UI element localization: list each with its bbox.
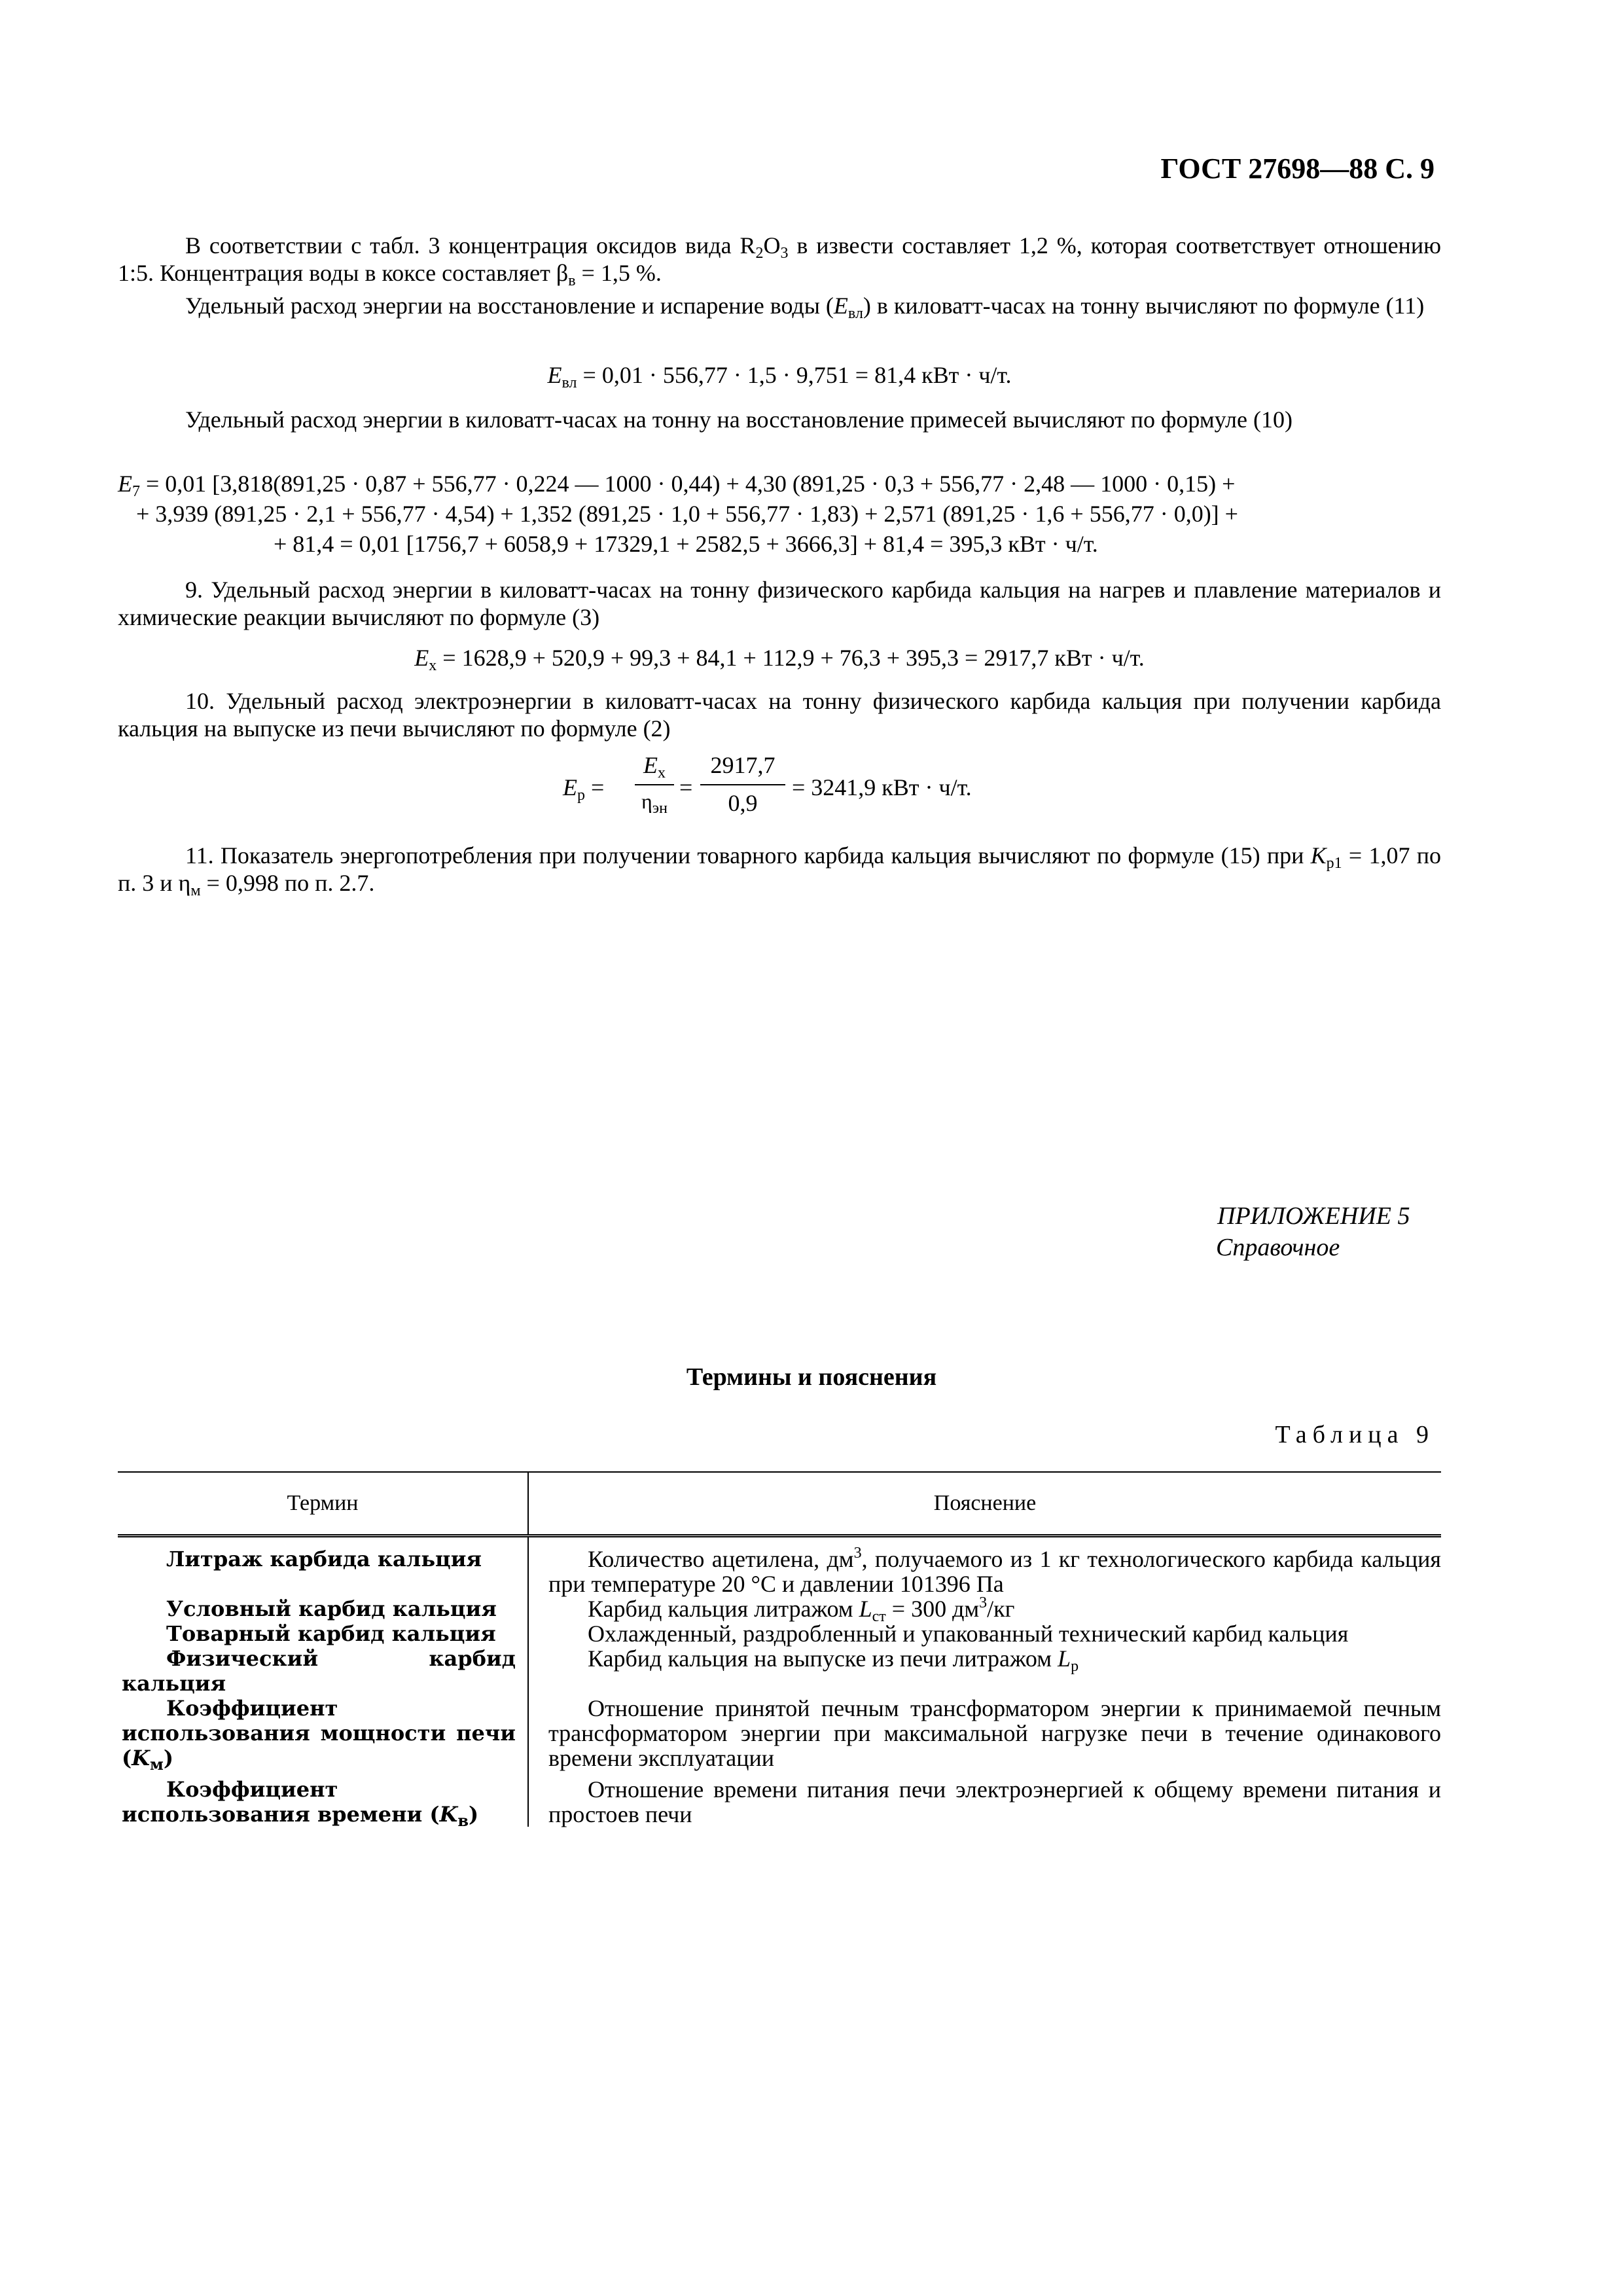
terms-table bbox=[118, 1471, 1441, 1830]
table-row bbox=[118, 1596, 1441, 1621]
paragraph-11: 11. Показатель энергопотребления при получении товарного карбида кальция вычисляют по формуле (15) при $K_{р1} = 1,07$ по п. 3 и $\eta_м = 0,998$ по п. 2.7. bbox=[118, 842, 1441, 899]
table-row bbox=[118, 1536, 1441, 1597]
table-row bbox=[118, 1696, 1441, 1770]
term-cell: Литраж карбида кальция bbox=[118, 1536, 528, 1597]
formula-10-line-3: + 81,4 = 0,01 [1756,7 + 6058,9 + 17329,1 + 2582,5 + 3666,3] + 81,4 = 395,3 кВт · ч/т. bbox=[274, 531, 1098, 557]
column-header-term: Термин bbox=[118, 1472, 528, 1536]
appendix-title: ПРИЛОЖЕНИЕ 5 bbox=[1217, 1202, 1410, 1230]
explanation-cell: Количество ацетилена, $дм^3$, получаемого из 1 кг технологического карбида кальция при температуре 20 °С и давлении 101396 Па bbox=[548, 1545, 1441, 1597]
paragraph-1: В соответствии с табл. 3 концентрация оксидов вида $R_2O_3$ в извести составляет 1,2 %, которая соответствует отношению 1:5. Концентрация воды в коксе составляет $\beta_в = 1,5$ %. bbox=[118, 232, 1441, 289]
formula-3: $E_х = 1628,9 + 520,9 + 99,3 + 84,1 + 112,9 + 76,3 + 395,3 = 2917,7$ кВт · ч/т. bbox=[414, 645, 1145, 674]
paragraph-2: Удельный расход энергии на восстановление и испарение воды $(E_{вл})$ в киловатт-часах на тонну вычисляют по формуле (11) bbox=[185, 293, 1425, 322]
section-title: Термины и пояснения bbox=[686, 1363, 937, 1391]
explanation-cell: Отношение времени питания печи электроэнергией к общему времени питания и простоев печи bbox=[548, 1776, 1441, 1827]
formula-10-line-1: $E_7 = 0,01$ [3,818(891,25 · 0,87 + 556,77 · 0,224 — 1000 · 0,44) + 4,30 (891,25 · 0,3 + 556,77 · 2,48 — 1000 · 0,15) + bbox=[118, 471, 1236, 500]
page-header: ГОСТ 27698—88 С. 9 bbox=[1160, 152, 1435, 185]
term-cell: Коэффициент использования времени $(K_в)$ bbox=[118, 1770, 528, 1827]
fraction-bar bbox=[700, 784, 785, 785]
paragraph-9: 9. Удельный расход энергии в киловатт-часах на тонну физического карбида кальция на нагрев и плавление материалов и химические реакции вычисляют по формуле (3) bbox=[118, 577, 1441, 630]
formula-10-line-2: + 3,939 (891,25 · 2,1 + 556,77 · 4,54) + 1,352 (891,25 · 1,0 + 556,77 · 1,83) + 2,571 (891,25 · 1,6 + 556,77 · 0,0)] + bbox=[136, 501, 1238, 527]
explanation-cell: Отношение принятой печным трансформатором энергии к принимаемой печным трансформатором энергии при максимальной нагрузке печи в течение одинакового времени эксплуатации bbox=[548, 1695, 1441, 1771]
table-row bbox=[118, 1621, 1441, 1646]
fraction-bar bbox=[635, 784, 674, 785]
explanation-cell: Охлажденный, раздробленный и упакованный технический карбид кальция bbox=[588, 1621, 1349, 1647]
term-cell: Условный карбид кальция bbox=[118, 1596, 528, 1621]
formula-11: $E_{вл} = 0,01 \cdot 556,77 \cdot 1,5 \cdot 9,751 = 81,4$ кВт · ч/т. bbox=[547, 362, 1012, 391]
paragraph-10: 10. Удельный расход электроэнергии в киловатт-часах на тонну физического карбида кальция при получении карбида кальция на выпуске из печи вычисляют по формуле (2) bbox=[118, 688, 1441, 742]
explanation-cell: Карбид кальция на выпуске из печи литражом $L_р$ bbox=[588, 1645, 1079, 1675]
term-cell: Коэффициент использования мощности печи $(K_м)$ bbox=[118, 1696, 528, 1770]
explanation-cell: Карбид кальция литражом $L_{ст} = 300$ $дм^3/кг$ bbox=[588, 1594, 1015, 1625]
formula-2: $E_р$ = $E_х$ $\eta_{эн}$ = 2917,7 0,9 = 3241,9 кВт · ч/т. bbox=[563, 752, 972, 817]
table-row bbox=[118, 1770, 1441, 1827]
table-header-row bbox=[118, 1472, 1441, 1536]
table-row bbox=[118, 1646, 1441, 1696]
paragraph-3: Удельный расход энергии в киловатт-часах на тонну на восстановление примесей вычисляют по формуле (10) bbox=[185, 406, 1293, 433]
term-cell: Товарный карбид кальция bbox=[118, 1621, 528, 1646]
term-cell: Физический карбид кальция bbox=[118, 1646, 528, 1696]
table-label: Таблица 9 bbox=[1275, 1421, 1435, 1448]
appendix-subtitle: Справочное bbox=[1216, 1234, 1340, 1261]
column-header-explanation: Пояснение bbox=[528, 1472, 1441, 1536]
